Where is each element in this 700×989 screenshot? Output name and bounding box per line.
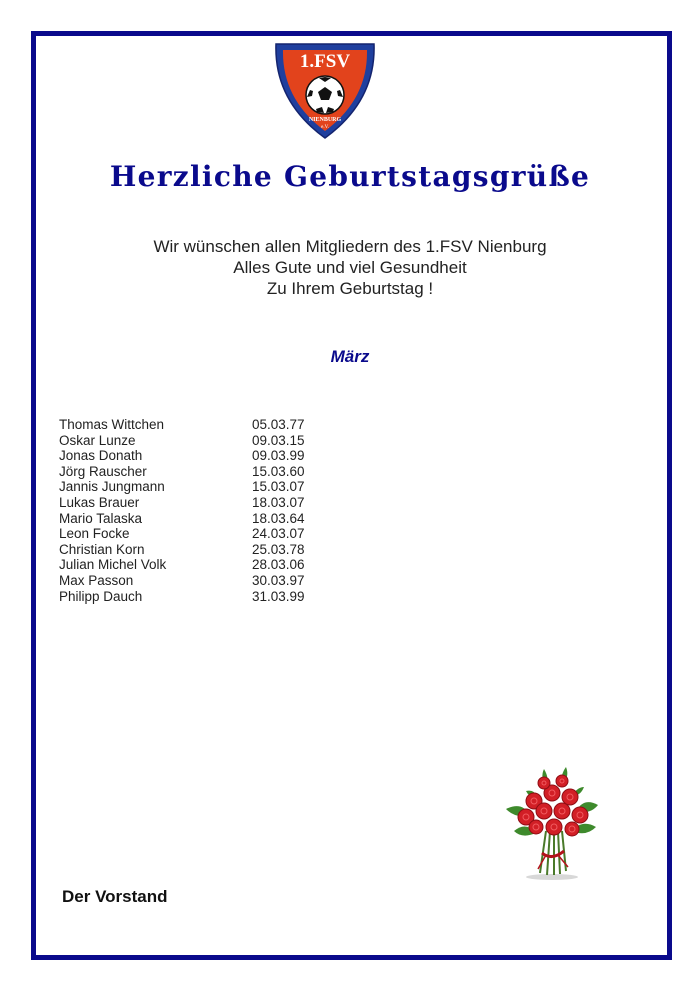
list-item — [59, 526, 332, 542]
list-item — [59, 479, 332, 495]
birth-date: 09.03.15 — [252, 432, 305, 448]
logo-city-text: NIENBURG — [308, 117, 342, 123]
month-heading: März — [330, 347, 370, 366]
birth-date: 15.03.07 — [252, 479, 305, 495]
page-title: Herzliche Geburtstagsgrüße — [109, 160, 591, 193]
rose-bouquet-icon — [500, 765, 608, 881]
member-name: Mario Talaska — [59, 510, 143, 526]
member-name: Jonas Donath — [59, 448, 143, 464]
birth-date: 24.03.07 — [252, 526, 305, 542]
list-item — [59, 511, 332, 527]
list-item — [59, 589, 332, 605]
member-name: Julian Michel Volk — [59, 557, 167, 573]
list-item — [59, 542, 332, 558]
birth-date: 18.03.07 — [252, 494, 305, 510]
birthday-list — [59, 417, 332, 604]
club-logo — [272, 41, 378, 141]
signature: Der Vorstand — [62, 887, 168, 906]
list-item — [59, 433, 332, 449]
list-item — [59, 448, 332, 464]
list-item — [59, 464, 332, 480]
birth-date: 28.03.06 — [252, 557, 305, 573]
birth-date: 30.03.97 — [252, 572, 305, 588]
soccer-ball-icon — [306, 76, 344, 114]
member-name: Lukas Brauer — [59, 494, 140, 510]
member-name: Jannis Jungmann — [59, 479, 165, 495]
list-item — [59, 573, 332, 589]
greeting-line: Zu Ihrem Geburtstag ! — [266, 279, 434, 298]
birth-date: 25.03.78 — [252, 541, 305, 557]
birth-date: 09.03.99 — [252, 448, 305, 464]
birth-date: 05.03.77 — [252, 417, 305, 432]
greeting-line: Alles Gute und viel Gesundheit — [233, 258, 467, 277]
list-item — [59, 495, 332, 511]
member-name: Jörg Rauscher — [59, 463, 147, 479]
member-name: Christian Korn — [59, 541, 145, 557]
greeting-text — [0, 236, 700, 299]
logo-club-text: 1.FSV — [299, 51, 351, 72]
logo-suffix-text: e.V. — [321, 125, 329, 130]
member-name: Leon Focke — [59, 526, 130, 542]
member-name: Oskar Lunze — [59, 432, 136, 448]
member-name: Max Passon — [59, 572, 134, 588]
birth-date: 15.03.60 — [252, 463, 305, 479]
member-name: Thomas Wittchen — [59, 417, 165, 432]
list-item — [59, 417, 332, 433]
list-item — [59, 557, 332, 573]
greeting-line: Wir wünschen allen Mitgliedern des 1.FSV Nienburg — [153, 237, 547, 256]
member-name: Philipp Dauch — [59, 588, 143, 604]
birth-date: 18.03.64 — [252, 510, 305, 526]
birth-date: 31.03.99 — [252, 588, 305, 604]
